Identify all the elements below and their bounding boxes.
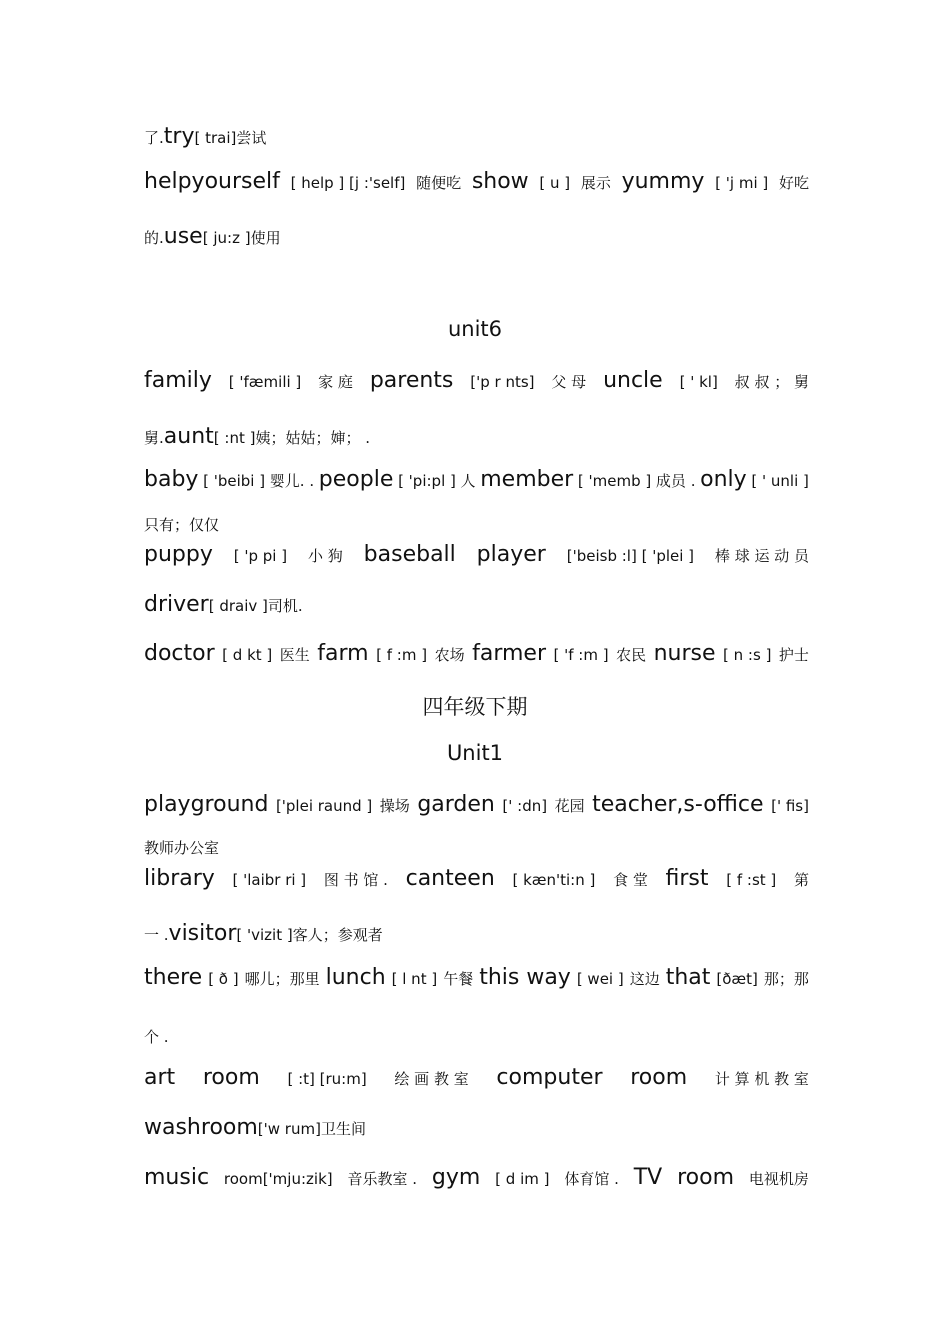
english-word: doctor — [144, 641, 215, 666]
english-word: room — [202, 1065, 260, 1090]
phonetic-transcription: [ 'laibr ri ] — [232, 871, 307, 889]
chinese-meaning: 小 狗 — [307, 547, 343, 565]
phonetic-transcription: [ draiv ] — [208, 597, 268, 615]
chinese-meaning: 计 算 机 教 室 — [714, 1070, 809, 1088]
chinese-meaning: 只有；仅仅 — [144, 516, 220, 534]
english-word: there — [144, 965, 203, 990]
vocab-line — [144, 370, 809, 392]
english-word: uncle — [603, 368, 663, 393]
english-word: visitor — [168, 921, 237, 946]
vocab-line — [144, 1067, 809, 1089]
vocab-line — [144, 594, 809, 616]
phonetic-transcription: [ kæn'ti:n ] — [512, 871, 596, 889]
phonetic-transcription: [ 'beibi ] — [203, 472, 266, 490]
chinese-meaning: 随便吃 — [416, 174, 462, 192]
phonetic-transcription: [ wei ] — [576, 970, 624, 988]
chinese-meaning: 教师办公室 — [144, 839, 220, 857]
chinese-meaning: 第 — [793, 871, 809, 889]
chinese-meaning: 家 庭 — [318, 373, 353, 391]
english-word: helpyourself — [144, 169, 280, 194]
vocab-line — [144, 469, 809, 491]
english-word: aunt — [163, 424, 214, 449]
english-word: parents — [369, 368, 454, 393]
vocab-line — [144, 967, 809, 989]
english-word: nurse — [653, 641, 716, 666]
unit6-heading: unit6 — [447, 317, 503, 341]
chinese-meaning: 卫生间 — [320, 1120, 366, 1138]
english-word: art — [144, 1065, 176, 1090]
phonetic-transcription: [ 'memb ] — [577, 472, 652, 490]
phonetic-transcription: [ :nt ] — [213, 429, 256, 447]
phonetic-transcription: [ f :st ] — [726, 871, 777, 889]
chinese-meaning: 绘 画 教 室 — [394, 1070, 469, 1088]
chinese-meaning: 农民 — [616, 646, 647, 664]
phonetic-transcription: [' :dn] — [502, 797, 548, 815]
phonetic-transcription: ['w rum] — [257, 1120, 321, 1138]
english-word: gym — [431, 1165, 481, 1190]
chinese-meaning: 农场 — [434, 646, 465, 664]
english-word: lunch — [325, 965, 386, 990]
phonetic-transcription: [ ' unli ] — [751, 472, 809, 490]
phonetic-transcription: ['p r nts] — [470, 373, 535, 391]
grade-term-heading: 四年级下期 — [422, 695, 528, 719]
chinese-meaning: 哪儿；那里 — [244, 970, 320, 988]
phonetic-transcription: [ d kt ] — [222, 646, 273, 664]
english-word: family — [144, 368, 212, 393]
english-word: member — [480, 467, 574, 492]
english-word: room — [630, 1065, 688, 1090]
chinese-meaning: 婴儿. . — [269, 472, 315, 490]
phonetic-transcription: [ 'fæmili ] — [228, 373, 302, 391]
vocab-line — [144, 171, 809, 193]
vocab-line — [144, 794, 809, 816]
chinese-meaning: 一 . — [144, 926, 169, 944]
chinese-meaning: 展示 — [580, 174, 611, 192]
vocab-line — [144, 1167, 809, 1189]
english-word: try — [163, 124, 195, 149]
chinese-meaning: 好吃 — [778, 174, 809, 192]
english-word: canteen — [405, 866, 495, 891]
chinese-meaning: 司机. — [267, 597, 303, 615]
english-word: this way — [479, 965, 571, 990]
phonetic-transcription: [ 'j mi ] — [715, 174, 769, 192]
vocab-line — [144, 1117, 809, 1139]
chinese-meaning: 客人；参观者 — [292, 926, 383, 944]
english-word: only — [700, 467, 747, 492]
phonetic-transcription: room['mju:zik] — [223, 1170, 333, 1188]
vocab-line — [144, 1029, 809, 1045]
chinese-meaning: 人 — [460, 472, 476, 490]
vocab-line — [144, 126, 809, 148]
chinese-meaning: 花园 — [554, 797, 585, 815]
phonetic-transcription: [ ð ] — [208, 970, 239, 988]
english-word: people — [318, 467, 394, 492]
vocab-line — [144, 643, 809, 665]
vocab-line — [144, 923, 809, 945]
phonetic-transcription: [ ju:z ] — [202, 229, 251, 247]
chinese-meaning: 个 . — [144, 1028, 169, 1046]
phonetic-transcription: ['plei raund ] — [275, 797, 373, 815]
phonetic-transcription: [ :t] [ru:m] — [287, 1070, 367, 1088]
chinese-meaning: 电视机房 — [748, 1170, 809, 1188]
chinese-meaning: 尝试 — [236, 129, 267, 147]
english-word: room — [677, 1165, 735, 1190]
chinese-meaning: 那；那 — [763, 970, 809, 988]
english-word: puppy — [144, 542, 213, 567]
english-word: teacher,s-office — [592, 792, 764, 817]
english-word: farmer — [472, 641, 546, 666]
english-word: use — [163, 224, 203, 249]
english-word: music — [144, 1165, 210, 1190]
phonetic-transcription: [ n :s ] — [723, 646, 772, 664]
english-word: yummy — [621, 169, 705, 194]
english-word: computer — [496, 1065, 603, 1090]
chinese-meaning: 音乐教室 . — [347, 1170, 418, 1188]
phonetic-transcription: [ 'vizit ] — [236, 926, 293, 944]
chinese-meaning: 这边 — [629, 970, 660, 988]
vocab-line — [144, 426, 809, 448]
phonetic-transcription: [ðæt] — [716, 970, 758, 988]
phonetic-transcription: [ trai] — [194, 129, 237, 147]
chinese-meaning: 成员 . — [655, 472, 696, 490]
phonetic-transcription: [ help ] [j :'self] — [290, 174, 406, 192]
english-word: that — [665, 965, 711, 990]
vocab-line — [144, 868, 809, 890]
english-word: driver — [144, 592, 209, 617]
phonetic-transcription: [ 'p pi ] — [233, 547, 288, 565]
chinese-meaning: 操场 — [379, 797, 410, 815]
phonetic-transcription: [ u ] — [539, 174, 571, 192]
vocab-line — [144, 544, 809, 566]
phonetic-transcription: [ l nt ] — [391, 970, 438, 988]
chinese-meaning: 父 母 — [551, 373, 587, 391]
chinese-meaning: 的. — [144, 229, 164, 247]
chinese-meaning: 护士 — [778, 646, 809, 664]
english-word: baby — [144, 467, 199, 492]
chinese-meaning: 叔 叔 ； 舅 — [734, 373, 809, 391]
english-word: show — [471, 169, 529, 194]
english-word: first — [665, 866, 709, 891]
english-word: player — [476, 542, 546, 567]
english-word: baseball — [363, 542, 456, 567]
english-word: farm — [317, 641, 369, 666]
chinese-meaning: 姨；姑姑；婶； . — [255, 429, 371, 447]
english-word: playground — [144, 792, 269, 817]
vocab-line — [144, 840, 809, 856]
chinese-meaning: 了. — [144, 129, 164, 147]
unit1-heading: Unit1 — [446, 741, 504, 765]
chinese-meaning: 午餐 — [443, 970, 474, 988]
english-word: library — [144, 866, 215, 891]
english-word: garden — [417, 792, 495, 817]
vocab-line — [144, 226, 809, 248]
phonetic-transcription: ['beisb :l] [ 'plei ] — [566, 547, 695, 565]
english-word: TV — [633, 1165, 663, 1190]
chinese-meaning: 体育馆 . — [564, 1170, 619, 1188]
phonetic-transcription: [ 'f :m ] — [553, 646, 609, 664]
phonetic-transcription: [ d im ] — [495, 1170, 550, 1188]
chinese-meaning: 图 书 馆 . — [323, 871, 388, 889]
chinese-meaning: 使用 — [250, 229, 281, 247]
chinese-meaning: 舅. — [144, 429, 164, 447]
chinese-meaning: 食 堂 — [613, 871, 648, 889]
vocab-line — [144, 517, 809, 533]
english-word: washroom — [144, 1115, 258, 1140]
phonetic-transcription: [ ' kl] — [679, 373, 718, 391]
phonetic-transcription: [ 'pi:pl ] — [398, 472, 456, 490]
phonetic-transcription: [' fis] — [771, 797, 809, 815]
chinese-meaning: 医生 — [279, 646, 310, 664]
phonetic-transcription: [ f :m ] — [376, 646, 428, 664]
chinese-meaning: 棒 球 运 动 员 — [714, 547, 809, 565]
